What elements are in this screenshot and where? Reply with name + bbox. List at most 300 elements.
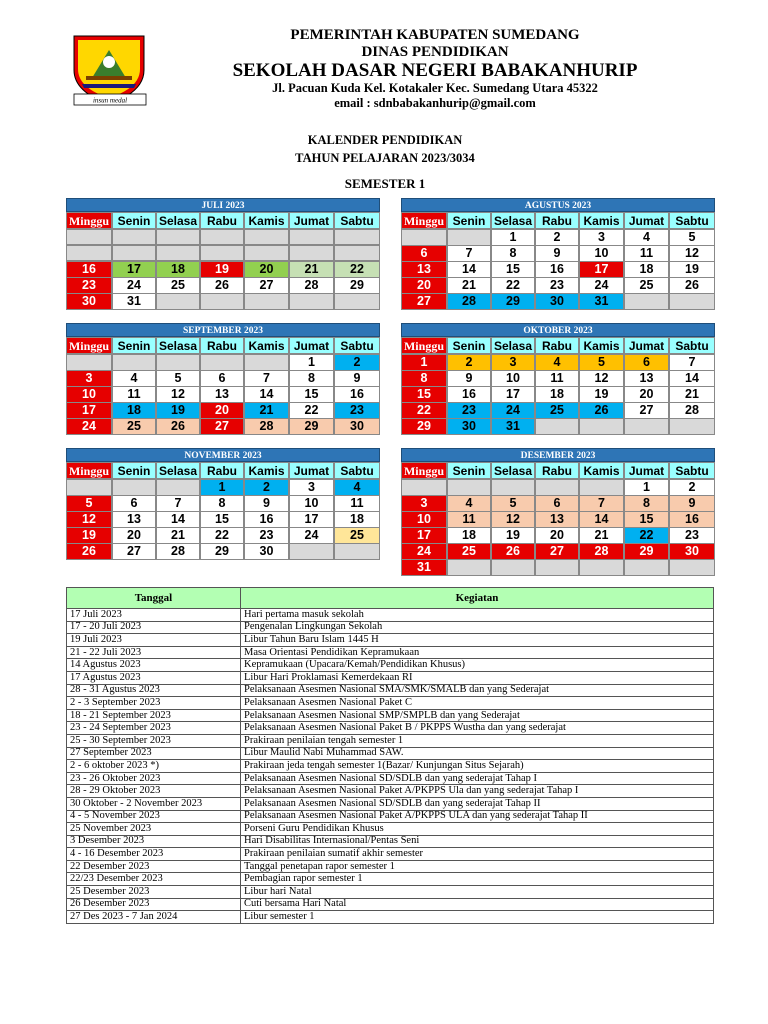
empty-day-cell: [334, 543, 380, 560]
weekday-label: Minggu: [66, 337, 112, 354]
day-cell: 6: [112, 495, 156, 512]
school-district-logo: [68, 32, 150, 108]
day-cell: 13: [401, 261, 447, 278]
day-cell: 21: [156, 527, 200, 544]
day-cell: 16: [66, 261, 112, 278]
day-cell: 4: [624, 229, 669, 246]
day-cell: 30: [669, 543, 715, 560]
day-cell: 17: [401, 527, 447, 544]
empty-day-cell: [624, 559, 669, 576]
day-cell: 22: [334, 261, 380, 278]
day-cell: 16: [244, 511, 289, 528]
week-row: [66, 370, 380, 386]
day-cell: 9: [334, 370, 380, 387]
table-row: [67, 634, 714, 647]
empty-day-cell: [289, 293, 334, 310]
month-title: DESEMBER 2023: [401, 448, 715, 462]
month-calendar: [401, 323, 715, 434]
day-cell: 25: [156, 277, 200, 294]
day-cell: 24: [112, 277, 156, 294]
empty-day-cell: [200, 354, 244, 371]
events-table: [66, 587, 714, 924]
day-cell: 28: [447, 293, 491, 310]
empty-day-cell: [156, 229, 200, 245]
day-cell: 31: [112, 293, 156, 310]
day-cell: 23: [66, 277, 112, 294]
month-title: AGUSTUS 2023: [401, 198, 715, 212]
day-cell: 21: [447, 277, 491, 294]
event-date: 2 - 6 oktober 2023 *): [67, 760, 241, 773]
day-cell: 28: [579, 543, 624, 560]
day-cell: 23: [334, 402, 380, 419]
day-cell: 19: [66, 527, 112, 544]
day-cell: 9: [447, 370, 491, 387]
header-email: email : sdnbabakanhurip@gmail.com: [334, 96, 536, 110]
day-cell: 9: [669, 495, 715, 512]
day-cell: 26: [156, 418, 200, 435]
empty-day-cell: [200, 229, 244, 245]
weekday-label: Sabtu: [669, 337, 715, 354]
academic-year: TAHUN PELAJARAN 2023/3034: [295, 151, 475, 165]
weekday-label: Kamis: [579, 337, 624, 354]
week-row: [66, 354, 380, 370]
event-date: 23 - 24 September 2023: [67, 722, 241, 735]
event-date: 27 Des 2023 - 7 Jan 2024: [67, 911, 241, 924]
day-cell: 28: [156, 543, 200, 560]
event-activity: Libur semester 1: [241, 911, 714, 924]
event-date: 26 Desember 2023: [67, 898, 241, 911]
weekday-label: Selasa: [156, 337, 200, 354]
event-date: 17 Juli 2023: [67, 609, 241, 622]
day-cell: 19: [491, 527, 535, 544]
day-cell: 26: [579, 402, 624, 419]
day-cell: 7: [579, 495, 624, 512]
week-row: [66, 293, 380, 309]
day-cell: 14: [579, 511, 624, 528]
weekday-label: Sabtu: [669, 462, 715, 479]
weekday-label: Kamis: [579, 212, 624, 229]
empty-day-cell: [156, 245, 200, 261]
day-cell: 27: [244, 277, 289, 294]
weekday-header-row: [401, 212, 715, 229]
day-cell: 18: [112, 402, 156, 419]
empty-day-cell: [579, 418, 624, 435]
day-cell: 30: [334, 418, 380, 435]
day-cell: 28: [244, 418, 289, 435]
header-department: DINAS PENDIDIKAN: [361, 44, 509, 60]
week-row: [401, 293, 715, 309]
day-cell: 6: [200, 370, 244, 387]
event-activity: Pelaksanaan Asesmen Nasional Paket C: [241, 697, 714, 710]
weekday-label: Selasa: [491, 212, 535, 229]
day-cell: 22: [491, 277, 535, 294]
day-cell: 1: [624, 479, 669, 496]
day-cell: 20: [401, 277, 447, 294]
empty-day-cell: [289, 543, 334, 560]
week-row: [401, 479, 715, 495]
day-cell: 2: [669, 479, 715, 496]
day-cell: 5: [156, 370, 200, 387]
day-cell: 27: [535, 543, 579, 560]
table-row: [67, 785, 714, 798]
event-activity: Pelaksanaan Asesmen Nasional SD/SDLB dan yang sederajat Tahap II: [241, 797, 714, 810]
header-government: PEMERINTAH KABUPATEN SUMEDANG: [290, 27, 580, 43]
week-row: [66, 245, 380, 261]
empty-day-cell: [624, 293, 669, 310]
event-activity: Pelaksanaan Asesmen Nasional SD/SDLB dan yang sederajat Tahap I: [241, 772, 714, 785]
empty-day-cell: [200, 245, 244, 261]
day-cell: 11: [447, 511, 491, 528]
event-date: 25 - 30 September 2023: [67, 734, 241, 747]
table-row: [67, 860, 714, 873]
table-row: [67, 760, 714, 773]
event-date: 22 Desember 2023: [67, 860, 241, 873]
table-row: [67, 873, 714, 886]
day-cell: 7: [447, 245, 491, 262]
header-school-name: SEKOLAH DASAR NEGERI BABAKANHURIP: [232, 60, 638, 81]
empty-day-cell: [112, 245, 156, 261]
day-cell: 12: [491, 511, 535, 528]
day-cell: 29: [491, 293, 535, 310]
day-cell: 1: [200, 479, 244, 496]
day-cell: 16: [447, 386, 491, 403]
day-cell: 30: [447, 418, 491, 435]
weekday-label: Senin: [112, 337, 156, 354]
table-row: [67, 684, 714, 697]
day-cell: 17: [289, 511, 334, 528]
day-cell: 17: [579, 261, 624, 278]
empty-day-cell: [112, 229, 156, 245]
day-cell: 22: [624, 527, 669, 544]
weekday-label: Rabu: [535, 337, 579, 354]
month-calendar: [401, 198, 715, 309]
day-cell: 12: [156, 386, 200, 403]
table-row: [67, 609, 714, 622]
table-row: [67, 646, 714, 659]
day-cell: 16: [535, 261, 579, 278]
day-cell: 19: [156, 402, 200, 419]
weekday-label: Selasa: [156, 212, 200, 229]
week-row: [401, 527, 715, 543]
empty-day-cell: [112, 354, 156, 371]
empty-day-cell: [535, 559, 579, 576]
empty-day-cell: [491, 479, 535, 496]
month-calendar: [66, 448, 380, 559]
empty-day-cell: [66, 229, 112, 245]
column-header-date: Tanggal: [67, 588, 241, 609]
month-calendar: [401, 448, 715, 575]
event-activity: Cuti bersama Hari Natal: [241, 898, 714, 911]
day-cell: 4: [112, 370, 156, 387]
day-cell: 21: [669, 386, 715, 403]
empty-day-cell: [669, 559, 715, 576]
day-cell: 1: [289, 354, 334, 371]
day-cell: 4: [334, 479, 380, 496]
day-cell: 13: [112, 511, 156, 528]
table-row: [67, 886, 714, 899]
event-date: 2 - 3 September 2023: [67, 697, 241, 710]
event-activity: Hari Disabilitas Internasional/Pentas Seni: [241, 835, 714, 848]
day-cell: 5: [491, 495, 535, 512]
week-row: [401, 511, 715, 527]
day-cell: 20: [200, 402, 244, 419]
day-cell: 28: [289, 277, 334, 294]
day-cell: 25: [624, 277, 669, 294]
event-date: 3 Desember 2023: [67, 835, 241, 848]
day-cell: 19: [669, 261, 715, 278]
day-cell: 27: [401, 293, 447, 310]
empty-day-cell: [156, 479, 200, 496]
day-cell: 14: [156, 511, 200, 528]
empty-day-cell: [66, 245, 112, 261]
event-activity: Kepramukaan (Upacara/Kemah/Pendidikan Khusus): [241, 659, 714, 672]
day-cell: 30: [244, 543, 289, 560]
day-cell: 27: [624, 402, 669, 419]
empty-day-cell: [334, 229, 380, 245]
table-row: [67, 848, 714, 861]
day-cell: 4: [535, 354, 579, 371]
empty-day-cell: [535, 479, 579, 496]
empty-day-cell: [669, 293, 715, 310]
day-cell: 28: [669, 402, 715, 419]
day-cell: 31: [579, 293, 624, 310]
day-cell: 3: [491, 354, 535, 371]
day-cell: 25: [112, 418, 156, 435]
table-row: [67, 621, 714, 634]
weekday-label: Minggu: [66, 212, 112, 229]
weekday-label: Kamis: [579, 462, 624, 479]
day-cell: 26: [66, 543, 112, 560]
day-cell: 20: [535, 527, 579, 544]
event-activity: Libur Maulid Nabi Muhammad SAW.: [241, 747, 714, 760]
calendar-title: KALENDER PENDIDIKAN: [307, 133, 463, 147]
event-activity: Masa Orientasi Pendidikan Kepramukaan: [241, 646, 714, 659]
day-cell: 21: [244, 402, 289, 419]
week-row: [66, 277, 380, 293]
day-cell: 18: [156, 261, 200, 278]
weekday-label: Rabu: [200, 212, 244, 229]
day-cell: 12: [669, 245, 715, 262]
header-address: Jl. Pacuan Kuda Kel. Kotakaler Kec. Sumedang Utara 45322: [272, 81, 598, 95]
empty-day-cell: [66, 354, 112, 371]
month-calendar: [66, 198, 380, 309]
day-cell: 24: [289, 527, 334, 544]
week-row: [66, 402, 380, 418]
day-cell: 7: [669, 354, 715, 371]
table-row: [67, 823, 714, 836]
day-cell: 29: [200, 543, 244, 560]
logo-motto: insun medal: [92, 96, 128, 105]
day-cell: 29: [624, 543, 669, 560]
day-cell: 10: [289, 495, 334, 512]
weekday-label: Kamis: [244, 337, 289, 354]
weekday-label: Jumat: [289, 212, 334, 229]
event-activity: Pengenalan Lingkungan Sekolah: [241, 621, 714, 634]
day-cell: 7: [244, 370, 289, 387]
weekday-label: Minggu: [401, 337, 447, 354]
events-table-header: [67, 588, 714, 609]
day-cell: 15: [491, 261, 535, 278]
week-row: [66, 261, 380, 277]
week-row: [401, 261, 715, 277]
weekday-label: Senin: [447, 462, 491, 479]
empty-day-cell: [401, 479, 447, 496]
day-cell: 24: [66, 418, 112, 435]
day-cell: 24: [491, 402, 535, 419]
month-title: NOVEMBER 2023: [66, 448, 380, 462]
week-row: [66, 527, 380, 543]
event-date: 30 Oktober - 2 November 2023: [67, 797, 241, 810]
day-cell: 12: [66, 511, 112, 528]
day-cell: 2: [447, 354, 491, 371]
day-cell: 13: [624, 370, 669, 387]
event-date: 28 - 31 Agustus 2023: [67, 684, 241, 697]
day-cell: 8: [289, 370, 334, 387]
month-calendar: [66, 323, 380, 434]
weekday-header-row: [66, 337, 380, 354]
empty-day-cell: [535, 418, 579, 435]
event-activity: Pelaksanaan Asesmen Nasional SMP/SMPLB dan yang Sederajat: [241, 709, 714, 722]
event-date: 14 Agustus 2023: [67, 659, 241, 672]
event-date: 4 - 5 November 2023: [67, 810, 241, 823]
day-cell: 11: [112, 386, 156, 403]
event-date: 18 - 21 September 2023: [67, 709, 241, 722]
day-cell: 10: [579, 245, 624, 262]
week-row: [401, 543, 715, 559]
weekday-label: Rabu: [200, 337, 244, 354]
weekday-label: Jumat: [624, 337, 669, 354]
day-cell: 6: [624, 354, 669, 371]
event-activity: Prakiraan penilaian sumatif akhir semester: [241, 848, 714, 861]
month-title: JULI 2023: [66, 198, 380, 212]
day-cell: 9: [244, 495, 289, 512]
week-row: [401, 370, 715, 386]
day-cell: 20: [112, 527, 156, 544]
day-cell: 14: [244, 386, 289, 403]
weekday-label: Jumat: [624, 462, 669, 479]
day-cell: 25: [334, 527, 380, 544]
day-cell: 24: [401, 543, 447, 560]
weekday-label: Sabtu: [334, 337, 380, 354]
empty-day-cell: [401, 229, 447, 246]
day-cell: 27: [200, 418, 244, 435]
week-row: [401, 418, 715, 434]
empty-day-cell: [669, 418, 715, 435]
day-cell: 26: [669, 277, 715, 294]
day-cell: 23: [447, 402, 491, 419]
day-cell: 5: [669, 229, 715, 246]
empty-day-cell: [447, 229, 491, 246]
day-cell: 7: [156, 495, 200, 512]
week-row: [401, 559, 715, 575]
day-cell: 11: [334, 495, 380, 512]
table-row: [67, 671, 714, 684]
empty-day-cell: [244, 229, 289, 245]
weekday-label: Minggu: [66, 462, 112, 479]
weekday-label: Senin: [447, 337, 491, 354]
day-cell: 21: [579, 527, 624, 544]
table-row: [67, 835, 714, 848]
weekday-label: Selasa: [491, 462, 535, 479]
day-cell: 13: [200, 386, 244, 403]
week-row: [401, 229, 715, 245]
weekday-label: Selasa: [491, 337, 535, 354]
day-cell: 22: [401, 402, 447, 419]
event-date: 25 November 2023: [67, 823, 241, 836]
weekday-header-row: [401, 462, 715, 479]
weekday-label: Rabu: [535, 212, 579, 229]
empty-day-cell: [579, 479, 624, 496]
weekday-label: Minggu: [401, 462, 447, 479]
day-cell: 6: [401, 245, 447, 262]
day-cell: 15: [289, 386, 334, 403]
weekday-label: Senin: [447, 212, 491, 229]
event-date: 23 - 26 Oktober 2023: [67, 772, 241, 785]
weekday-header-row: [66, 212, 380, 229]
day-cell: 14: [669, 370, 715, 387]
day-cell: 11: [624, 245, 669, 262]
weekday-label: Jumat: [289, 337, 334, 354]
weekday-label: Sabtu: [669, 212, 715, 229]
day-cell: 30: [535, 293, 579, 310]
month-title: OKTOBER 2023: [401, 323, 715, 337]
day-cell: 17: [112, 261, 156, 278]
event-activity: Libur Hari Proklamasi Kemerdekaan RI: [241, 671, 714, 684]
empty-day-cell: [334, 293, 380, 310]
event-activity: Tanggal penetapan rapor semester 1: [241, 860, 714, 873]
event-activity: Pelaksanaan Asesmen Nasional Paket A/PKPPS Ula dan yang sederajat Tahap I: [241, 785, 714, 798]
empty-day-cell: [244, 354, 289, 371]
weekday-label: Senin: [112, 212, 156, 229]
day-cell: 1: [401, 354, 447, 371]
day-cell: 16: [334, 386, 380, 403]
weekday-label: Selasa: [156, 462, 200, 479]
day-cell: 22: [200, 527, 244, 544]
event-activity: Pelaksanaan Asesmen Nasional SMA/SMK/SMALB dan yang Sederajat: [241, 684, 714, 697]
event-date: 25 Desember 2023: [67, 886, 241, 899]
day-cell: 19: [579, 386, 624, 403]
day-cell: 20: [244, 261, 289, 278]
table-row: [67, 722, 714, 735]
table-row: [67, 810, 714, 823]
day-cell: 3: [579, 229, 624, 246]
day-cell: 18: [334, 511, 380, 528]
day-cell: 24: [579, 277, 624, 294]
day-cell: 18: [447, 527, 491, 544]
day-cell: 11: [535, 370, 579, 387]
day-cell: 17: [66, 402, 112, 419]
event-date: 28 - 29 Oktober 2023: [67, 785, 241, 798]
weekday-label: Kamis: [244, 462, 289, 479]
day-cell: 21: [289, 261, 334, 278]
day-cell: 10: [66, 386, 112, 403]
day-cell: 2: [244, 479, 289, 496]
day-cell: 15: [401, 386, 447, 403]
table-row: [67, 911, 714, 924]
event-activity: Pelaksanaan Asesmen Nasional Paket B / PKPPS Wustha dan yang sederajat: [241, 722, 714, 735]
day-cell: 8: [491, 245, 535, 262]
day-cell: 30: [66, 293, 112, 310]
month-title: SEPTEMBER 2023: [66, 323, 380, 337]
day-cell: 31: [401, 559, 447, 576]
day-cell: 14: [447, 261, 491, 278]
day-cell: 1: [491, 229, 535, 246]
empty-day-cell: [200, 293, 244, 310]
day-cell: 26: [491, 543, 535, 560]
event-date: 4 - 16 Desember 2023: [67, 848, 241, 861]
day-cell: 18: [535, 386, 579, 403]
week-row: [66, 543, 380, 559]
